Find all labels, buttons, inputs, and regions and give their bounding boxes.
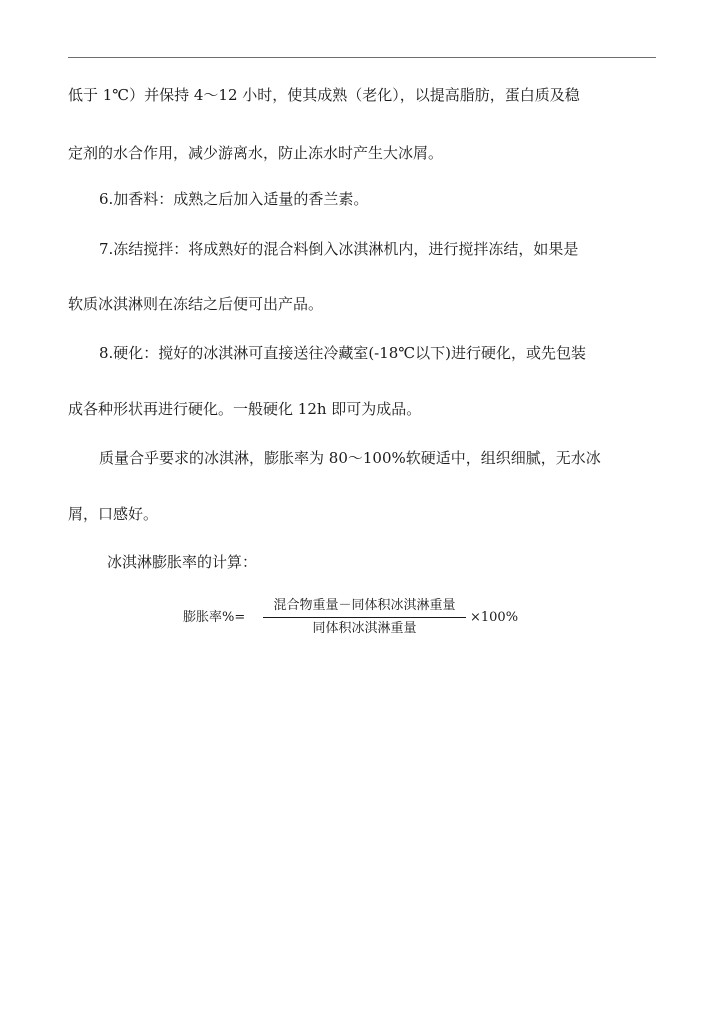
header-rule [68,57,656,58]
formula-multiplier: ×100% [470,610,519,625]
paragraph-line: 软质冰淇淋则在冻结之后便可出产品。 [68,295,324,313]
step-7-heading: 7.冻结搅拌：将成熟好的混合料倒入冰淇淋机内，进行搅拌冻结，如果是 [99,240,579,258]
formula-lhs: 膨胀率%= [183,610,246,625]
step-6-heading: 6.加香料：成熟之后加入适量的香兰素。 [99,190,369,208]
formula-fraction [263,597,466,641]
fraction-bar [263,617,466,618]
calculation-heading: 冰淇淋膨胀率的计算： [107,553,258,571]
formula-denominator: 同体积冰淇淋重量 [312,621,417,636]
quality-paragraph: 质量合乎要求的冰淇淋，膨胀率为 80～100%软硬适中，组织细腻，无水冰 [99,449,601,467]
expansion-rate-formula [183,597,543,641]
paragraph-line: 屑，口感好。 [68,505,159,523]
paragraph-line: 定剂的水合作用，减少游离水，防止冻水时产生大冰屑。 [68,144,444,162]
formula-numerator: 混合物重量－同体积冰淇淋重量 [273,598,456,613]
paragraph-line: 成各种形状再进行硬化。一般硬化 12h 即可为成品。 [68,400,422,418]
paragraph-line: 低于 1℃）并保持 4～12 小时，使其成熟（老化），以提高脂肪，蛋白质及稳 [68,86,580,104]
step-8-heading: 8.硬化：搅好的冰淇淋可直接送往冷藏室(-18℃以下)进行硬化，或先包装 [99,344,586,362]
